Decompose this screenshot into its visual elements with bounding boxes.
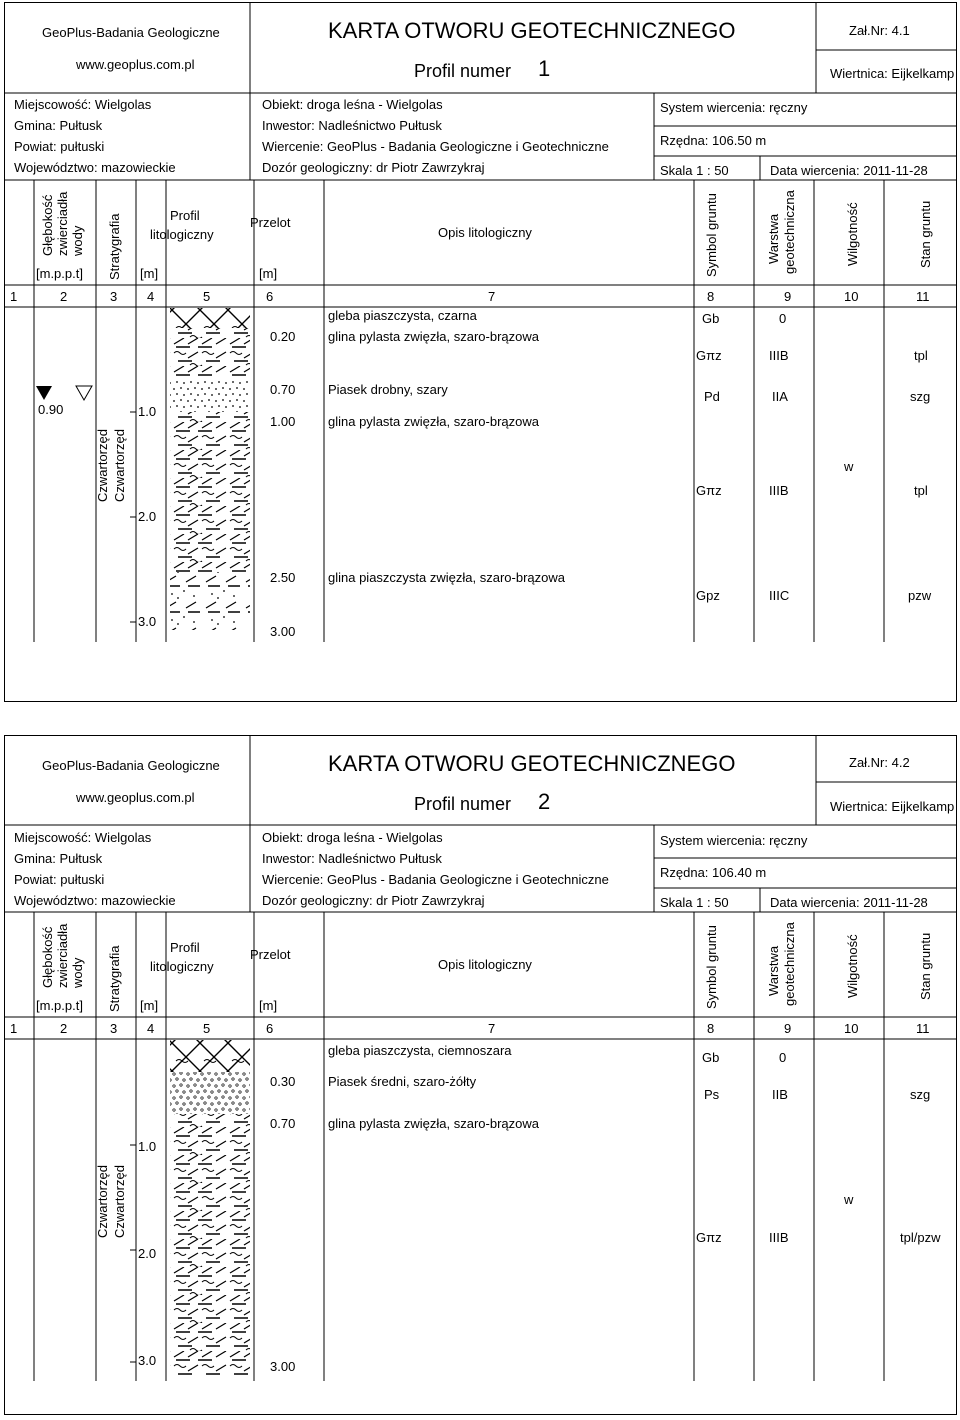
stratigraphy-label: Czwartorzęd — [95, 1165, 110, 1238]
geotech-layer: IIIB — [769, 348, 789, 363]
location-county: Powiat: pułtuski — [14, 139, 105, 154]
header-water-depth-2: zwierciadła — [55, 191, 70, 256]
header-water-unit: [m.p.p.t] — [36, 998, 83, 1013]
header-water-depth-1: Głębokość — [40, 926, 55, 988]
profile-label: Profil numer — [414, 61, 512, 81]
profile-layer-glina — [170, 1114, 250, 1376]
company-website[interactable]: www.geoplus.com.pl — [76, 57, 195, 72]
layer-description: glina piaszczysta zwięzła, szaro-brązowa — [328, 570, 565, 585]
profile-layer-piasek-sredni — [170, 1072, 250, 1114]
company-name: GeoPlus-Badania Geologiczne — [42, 758, 220, 773]
soil-symbol: Gb — [702, 1050, 720, 1065]
layer-description: Piasek drobny, szary — [328, 382, 448, 397]
layer-description: glina pylasta zwięzła, szaro-brązowa — [328, 414, 539, 429]
header-water-depth-2: zwierciadła — [55, 923, 70, 988]
header-depth-unit: [m] — [140, 266, 159, 281]
soil-state: pzw — [908, 588, 932, 603]
header-stratigraphy: Stratygrafia — [107, 945, 122, 1012]
location-commune: Gmina: Pułtusk — [14, 118, 103, 133]
profile-label: Profil numer — [414, 794, 512, 814]
soil-symbol: Gpz — [696, 588, 720, 603]
header-profile-2: litologiczny — [150, 227, 214, 242]
column-number: 4 — [147, 289, 155, 304]
header-profile-1: Profil — [170, 208, 200, 223]
profile-layer-gleba — [170, 308, 250, 328]
interval-depth: 0.70 — [270, 382, 296, 397]
header-water-unit: [m.p.p.t] — [36, 266, 83, 281]
location-commune: Gmina: Pułtusk — [14, 851, 103, 866]
header-soil-symbol: Symbol gruntu — [704, 925, 719, 1009]
column-number: 8 — [707, 1021, 715, 1036]
moisture-value: w — [844, 1192, 854, 1207]
soil-symbol: Ps — [704, 1087, 720, 1102]
header-interval: Przelot — [250, 215, 291, 230]
column-number: 5 — [203, 1021, 211, 1036]
soil-state: szg — [910, 389, 931, 404]
header-interval: Przelot — [250, 947, 291, 962]
project-supervision: Dozór geologiczny: dr Piotr Zawrzykraj — [262, 893, 485, 908]
geotech-layer: IIA — [772, 389, 788, 404]
geotech-layer: IIIC — [769, 588, 790, 603]
header-state: Stan gruntu — [918, 932, 933, 1000]
project-object: Obiekt: droga leśna - Wielgolas — [262, 97, 443, 112]
drill-rig: Wiertnica: Eijkelkamp — [830, 799, 955, 814]
column-number: 11 — [916, 1021, 930, 1036]
location-voivodeship: Województwo: mazowieckie — [14, 160, 176, 175]
elevation: Rzędna: 106.40 m — [660, 865, 767, 880]
soil-symbol: Gb — [702, 311, 720, 326]
layer-description: glina pylasta zwięzła, szaro-brązowa — [328, 1116, 539, 1131]
soil-state: tpl/pzw — [900, 1230, 941, 1245]
interval-depth: 3.00 — [270, 624, 296, 639]
column-number: 2 — [60, 289, 68, 304]
project-drilling: Wiercenie: GeoPlus - Badania Geologiczne i Geotechniczne — [262, 139, 609, 154]
project-investor: Inwestor: Nadleśnictwo Pułtusk — [262, 118, 442, 133]
column-number: 10 — [844, 289, 859, 304]
profile-layer-piasek — [170, 378, 250, 412]
header-layer-1: Warstwa — [766, 213, 781, 264]
interval-depth: 0.30 — [270, 1074, 296, 1089]
header-description: Opis litologiczny — [438, 225, 532, 240]
profile-layer-gleba — [170, 1040, 250, 1072]
profile-layer-glina — [170, 328, 250, 378]
header-state: Stan gruntu — [918, 200, 933, 268]
drill-rig: Wiertnica: Eijkelkamp — [830, 66, 955, 81]
stratigraphy-label: Czwartorzęd — [112, 429, 127, 502]
header-interval-unit: [m] — [259, 266, 278, 281]
geotech-layer: IIIB — [769, 1230, 789, 1245]
location-voivodeship: Województwo: mazowieckie — [14, 893, 176, 908]
header-depth-unit: [m] — [140, 998, 159, 1013]
water-level-marker-icon — [36, 386, 52, 400]
column-number: 6 — [266, 289, 274, 304]
water-level-stabilized-icon — [76, 386, 92, 400]
depth-tick-label: 2.0 — [138, 509, 157, 524]
column-number: 7 — [488, 289, 496, 304]
drill-date: Data wiercenia: 2011-11-28 — [770, 163, 928, 178]
attachment-number: Zał.Nr: 4.2 — [849, 755, 910, 770]
header-stratigraphy: Stratygrafia — [107, 213, 122, 280]
project-investor: Inwestor: Nadleśnictwo Pułtusk — [262, 851, 442, 866]
profile-number: 2 — [538, 789, 551, 814]
column-number: 7 — [488, 1021, 496, 1036]
drill-date: Data wiercenia: 2011-11-28 — [770, 895, 928, 910]
soil-state: szg — [910, 1087, 931, 1102]
scale: Skala 1 : 50 — [660, 163, 729, 178]
card-title: KARTA OTWORU GEOTECHNICZNEGO — [328, 18, 736, 43]
drilling-system: System wiercenia: ręczny — [660, 833, 808, 848]
header-description: Opis litologiczny — [438, 957, 532, 972]
company-name: GeoPlus-Badania Geologiczne — [42, 25, 220, 40]
layer-description: gleba piaszczysta, czarna — [328, 308, 477, 323]
column-number: 1 — [10, 289, 18, 304]
depth-tick-label: 2.0 — [138, 1246, 157, 1261]
header-interval-unit: [m] — [259, 998, 278, 1013]
soil-symbol: Gπz — [696, 348, 722, 363]
header-water-depth-1: Głębokość — [40, 194, 55, 256]
scale: Skala 1 : 50 — [660, 895, 729, 910]
column-number: 5 — [203, 289, 211, 304]
interval-depth: 0.20 — [270, 329, 296, 344]
column-number: 10 — [844, 1021, 859, 1036]
location-city: Miejscowość: Wielgolas — [14, 830, 152, 845]
column-number: 6 — [266, 1021, 274, 1036]
company-website[interactable]: www.geoplus.com.pl — [76, 790, 195, 805]
column-number: 1 — [10, 1021, 18, 1036]
geotech-layer: 0 — [779, 1050, 787, 1065]
header-profile-1: Profil — [170, 940, 200, 955]
header-moisture: Wilgotność — [845, 934, 860, 998]
column-number: 9 — [784, 289, 792, 304]
soil-state: tpl — [914, 348, 928, 363]
location-county: Powiat: pułtuski — [14, 872, 105, 887]
column-number: 9 — [784, 1021, 792, 1036]
header-layer-2: geotechniczna — [782, 922, 797, 1006]
depth-tick-label: 3.0 — [138, 1353, 157, 1368]
interval-depth: 2.50 — [270, 570, 296, 585]
soil-state: tpl — [914, 483, 928, 498]
geotech-layer: IIB — [772, 1087, 788, 1102]
interval-depth: 0.70 — [270, 1116, 296, 1131]
location-city: Miejscowość: Wielgolas — [14, 97, 152, 112]
column-number: 11 — [916, 289, 930, 304]
stratigraphy-label: Czwartorzęd — [112, 1165, 127, 1238]
stratigraphy-label: Czwartorzęd — [95, 429, 110, 502]
geotech-layer: IIIB — [769, 483, 789, 498]
header-water-depth-3: wody — [70, 225, 85, 256]
soil-symbol: Gπz — [696, 1230, 722, 1245]
column-number: 4 — [147, 1021, 155, 1036]
drilling-system: System wiercenia: ręczny — [660, 100, 808, 115]
borehole-card-2 — [4, 735, 957, 1415]
column-number: 2 — [60, 1021, 68, 1036]
column-number: 3 — [110, 1021, 118, 1036]
layer-description: gleba piaszczysta, ciemnoszara — [328, 1043, 512, 1058]
borehole-card-1 — [4, 2, 957, 702]
profile-layer-gpz — [170, 572, 250, 630]
profile-layer-glina — [170, 412, 250, 572]
profile-number: 1 — [538, 56, 551, 81]
moisture-value: w — [844, 459, 854, 474]
geotech-layer: 0 — [779, 311, 787, 326]
interval-depth: 3.00 — [270, 1359, 296, 1374]
interval-depth: 1.00 — [270, 414, 296, 429]
soil-symbol: Pd — [704, 389, 720, 404]
header-layer-2: geotechniczna — [782, 190, 797, 274]
depth-tick-label: 1.0 — [138, 1139, 157, 1154]
column-number: 3 — [110, 289, 118, 304]
project-supervision: Dozór geologiczny: dr Piotr Zawrzykraj — [262, 160, 485, 175]
layer-description: Piasek średni, szaro-żółty — [328, 1074, 477, 1089]
depth-tick-label: 3.0 — [138, 614, 157, 629]
layer-description: glina pylasta zwięzła, szaro-brązowa — [328, 329, 539, 344]
header-moisture: Wilgotność — [845, 202, 860, 266]
card-title: KARTA OTWORU GEOTECHNICZNEGO — [328, 751, 736, 776]
header-soil-symbol: Symbol gruntu — [704, 193, 719, 277]
elevation: Rzędna: 106.50 m — [660, 133, 767, 148]
header-water-depth-3: wody — [70, 957, 85, 988]
project-object: Obiekt: droga leśna - Wielgolas — [262, 830, 443, 845]
column-number: 8 — [707, 289, 715, 304]
depth-tick-label: 1.0 — [138, 404, 157, 419]
water-level-value: 0.90 — [38, 402, 64, 417]
project-drilling: Wiercenie: GeoPlus - Badania Geologiczne i Geotechniczne — [262, 872, 609, 887]
attachment-number: Zał.Nr: 4.1 — [849, 23, 910, 38]
header-profile-2: litologiczny — [150, 959, 214, 974]
soil-symbol: Gπz — [696, 483, 722, 498]
header-layer-1: Warstwa — [766, 945, 781, 996]
